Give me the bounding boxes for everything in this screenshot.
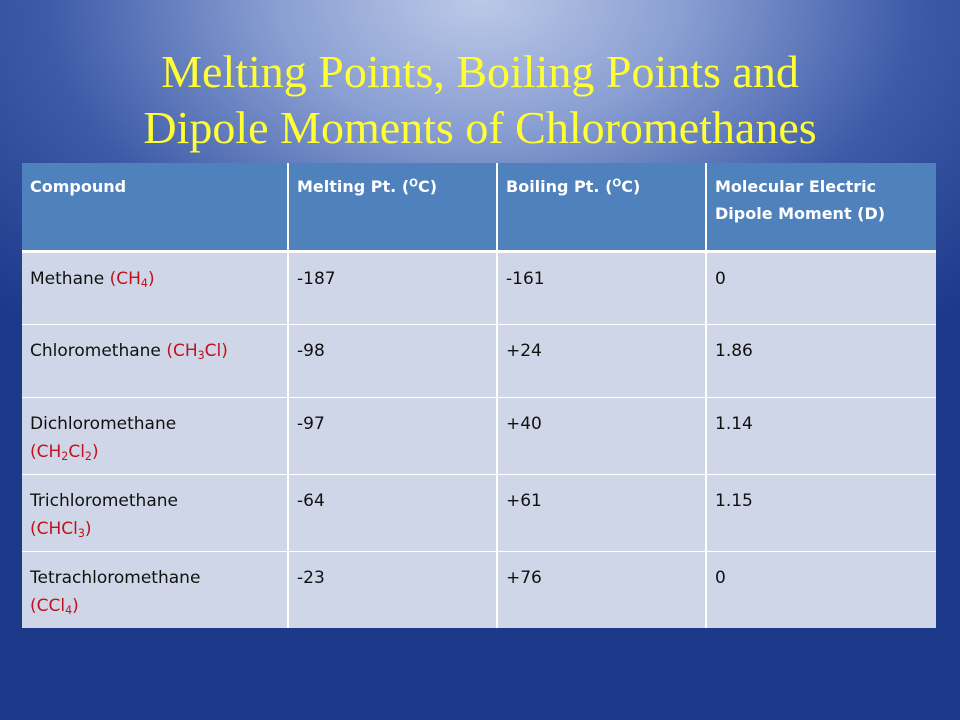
- table-row: [22, 251, 936, 324]
- cell-melting-point: -187: [288, 251, 497, 324]
- cell-compound: [22, 474, 288, 551]
- cell-dipole-moment: 0: [706, 251, 936, 324]
- header-boiling-point: Boiling Pt. ($^O$C): [497, 163, 706, 251]
- compound-name: Chloromethane: [30, 340, 161, 361]
- compound-name: Dichloromethane: [30, 413, 177, 434]
- table-header-row: [22, 163, 936, 251]
- cell-melting-point: -97: [288, 397, 497, 474]
- cell-melting-point: -98: [288, 324, 497, 397]
- cell-boiling-point: -161: [497, 251, 706, 324]
- slide-title-line-2: Dipole Moments of Chloromethanes: [143, 102, 817, 153]
- table-row: [22, 324, 936, 397]
- compound-formula: $(CH_4)$: [109, 268, 155, 290]
- cell-dipole-moment: 1.14: [706, 397, 936, 474]
- table-row: [22, 397, 936, 474]
- cell-dipole-moment: 0: [706, 551, 936, 628]
- cell-dipole-moment: 1.15: [706, 474, 936, 551]
- compound-name: Tetrachloromethane: [30, 567, 201, 588]
- cell-compound: [22, 397, 288, 474]
- cell-dipole-moment: 1.86: [706, 324, 936, 397]
- cell-compound: [22, 551, 288, 628]
- cell-boiling-point: +76: [497, 551, 706, 628]
- cell-melting-point: -64: [288, 474, 497, 551]
- chloromethanes-table: [22, 163, 936, 628]
- compound-formula: $(CH_3Cl)$: [166, 340, 228, 362]
- compound-name: Trichloromethane: [30, 490, 178, 511]
- slide-title-line-1: Melting Points, Boiling Points and: [161, 46, 799, 97]
- header-melting-point: Melting Pt. ($^O$C): [288, 163, 497, 251]
- compound-formula: $(CH_2Cl_2)$: [30, 441, 99, 463]
- cell-melting-point: -23: [288, 551, 497, 628]
- table-row: [22, 474, 936, 551]
- compound-formula: (CHCl$_3$): [30, 518, 92, 540]
- compound-formula: (CCl$_4$): [30, 595, 79, 617]
- compound-name: Methane: [30, 268, 105, 289]
- cell-compound: [22, 251, 288, 324]
- cell-compound: [22, 324, 288, 397]
- slide-title: [0, 44, 960, 156]
- header-dipole-moment: Molecular Electric Dipole Moment (D): [706, 163, 936, 251]
- cell-boiling-point: +61: [497, 474, 706, 551]
- header-compound: Compound: [22, 163, 288, 251]
- cell-boiling-point: +24: [497, 324, 706, 397]
- cell-boiling-point: +40: [497, 397, 706, 474]
- table-row: [22, 551, 936, 628]
